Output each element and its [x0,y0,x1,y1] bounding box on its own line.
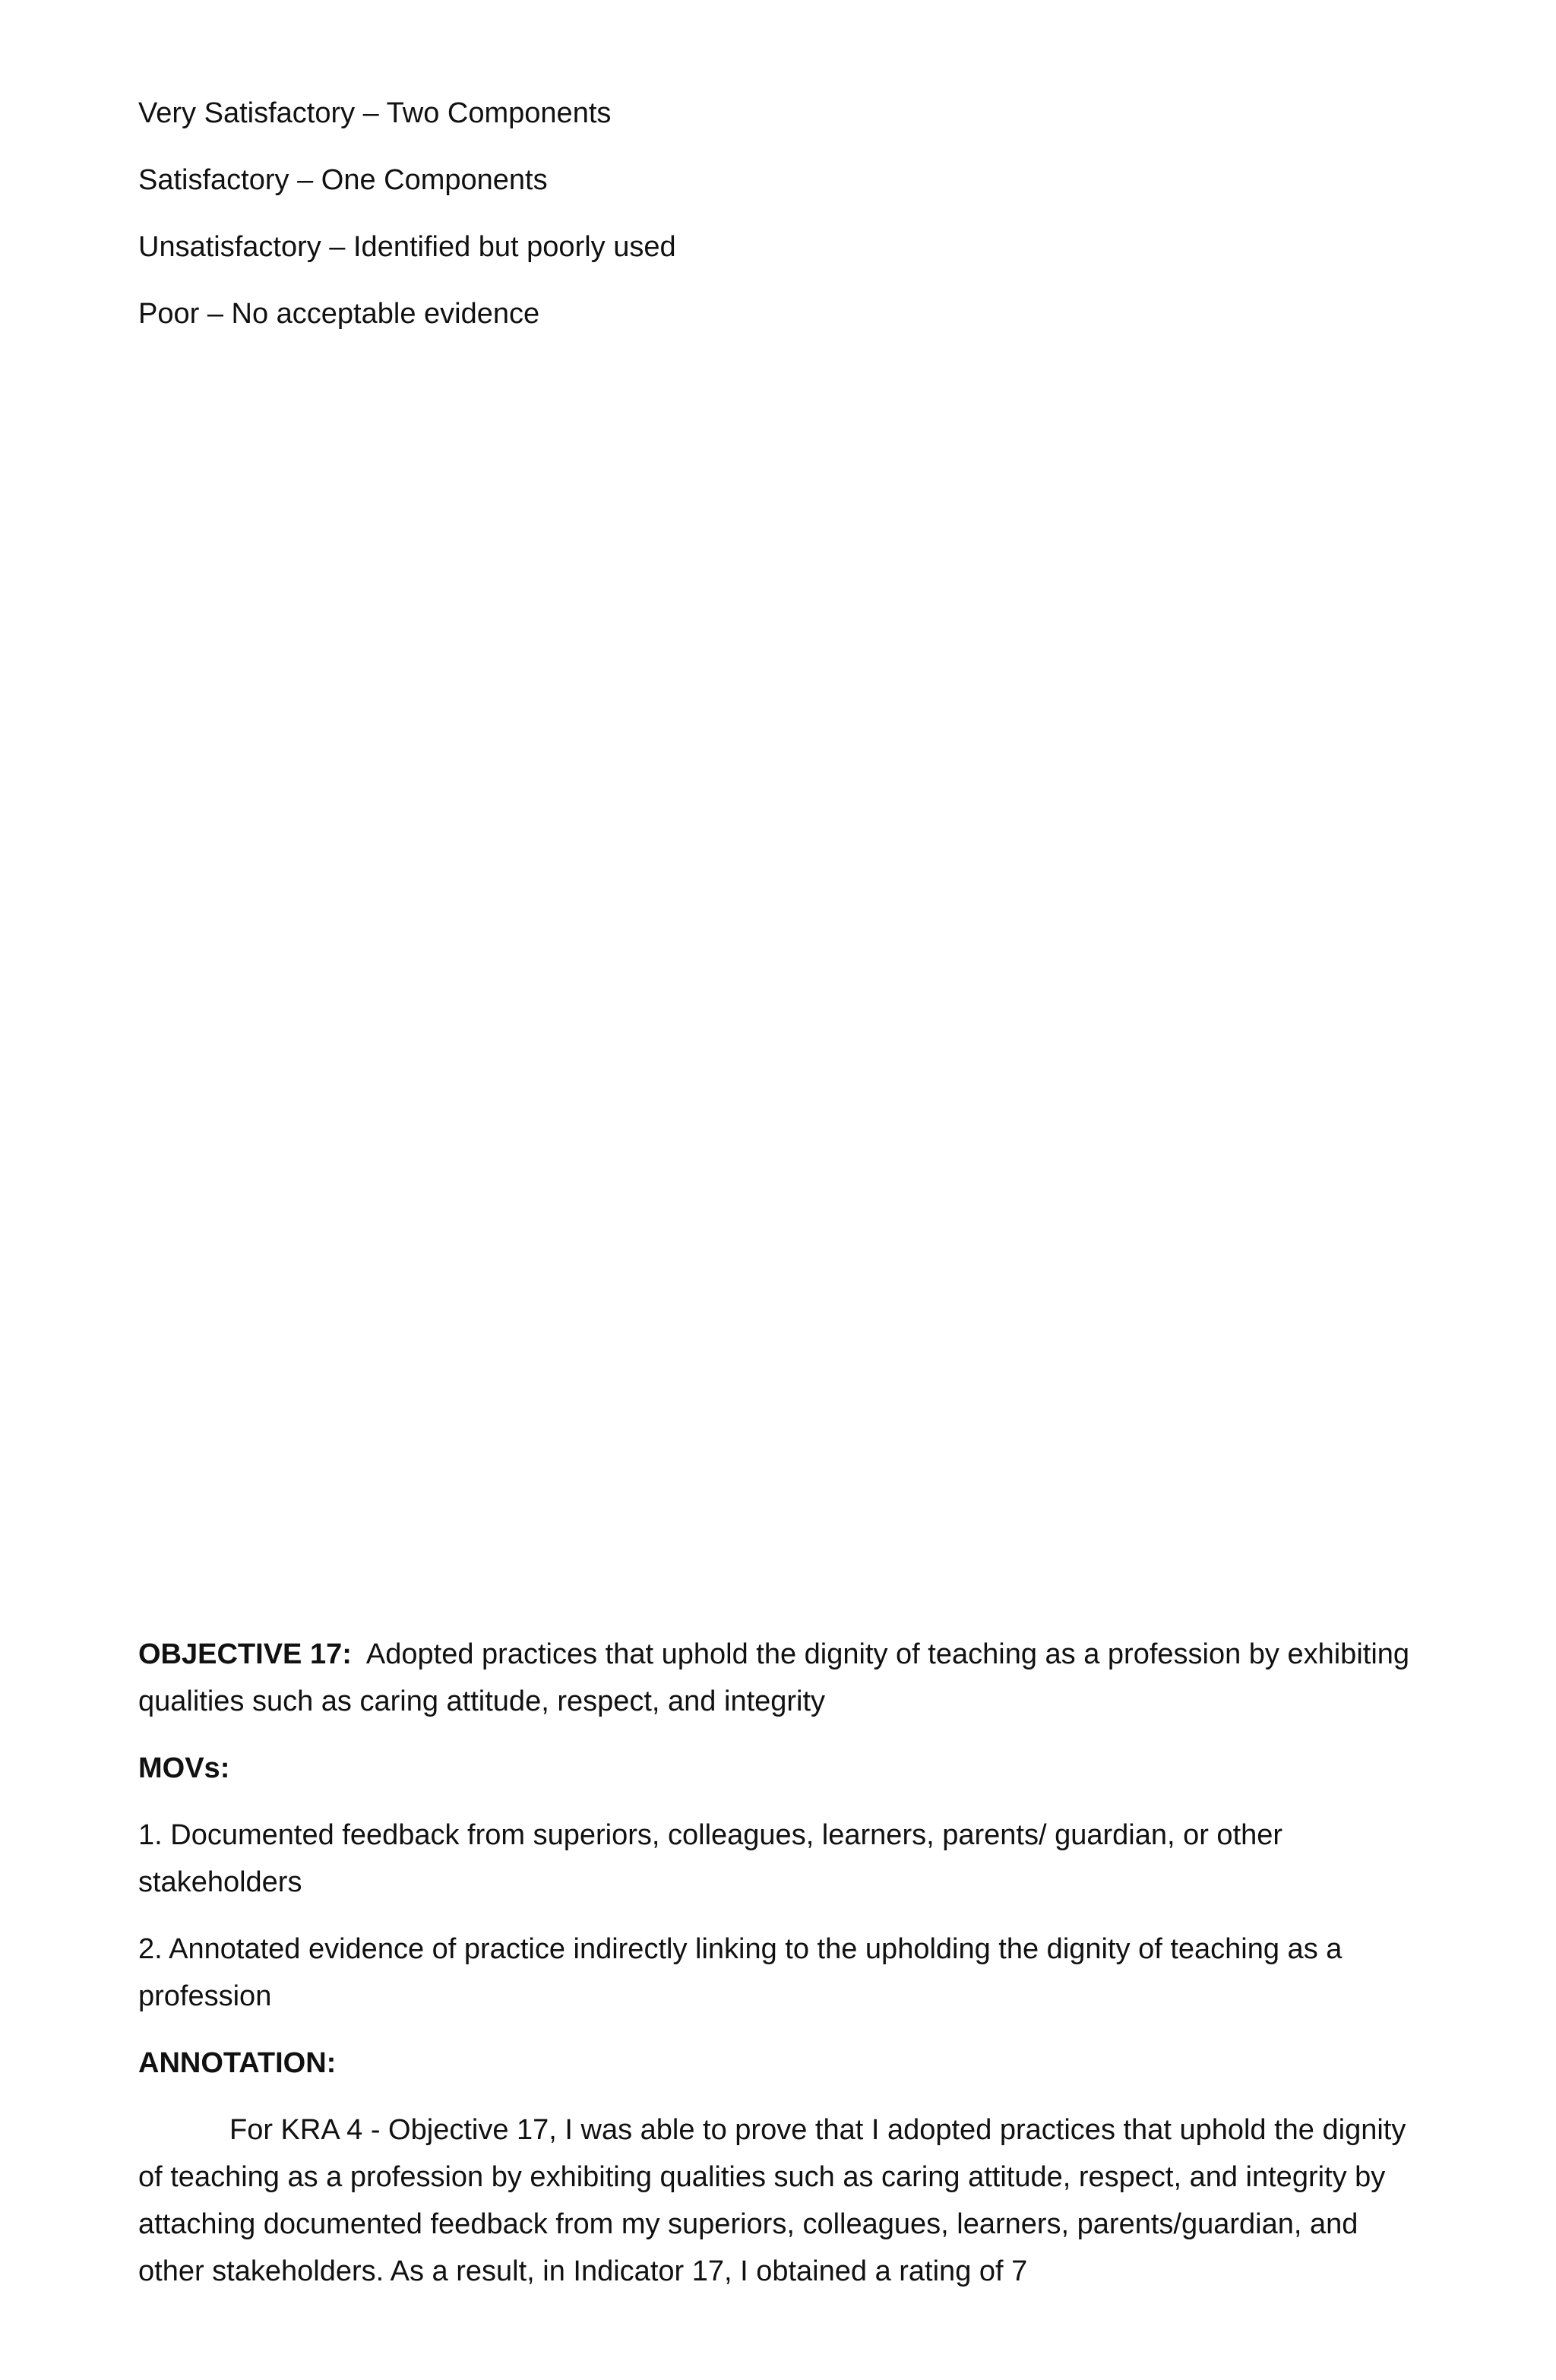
annotation-heading: ANNOTATION: [138,2047,337,2079]
rating-scale-list [138,90,1422,357]
objective-section [138,1631,1422,2315]
rating-satisfactory: Satisfactory – One Components [138,164,548,196]
mov-item-2: 2. Annotated evidence of practice indirectly linking to the upholding the dignity of teaching as a profession [138,1933,1343,2012]
objective-text: Adopted practices that uphold the dignity of teaching as a profession by exhibiting qualities such as caring attitude, respect, and integrity [138,1638,1410,1717]
rating-poor: Poor – No acceptable evidence [138,298,540,330]
objective-label: OBJECTIVE 17: [138,1638,352,1670]
objective-paragraph [138,1631,1422,1725]
rating-very-satisfactory: Very Satisfactory – Two Components [138,97,612,129]
movs-heading: MOVs: [138,1752,230,1784]
annotation-body: For KRA 4 - Objective 17, I was able to prove that I adopted practices that uphold the dignity of teaching as a profession by exhibiting qualities such as caring attitude, respect, and integrity by attaching documented feedback from my superiors, colleagues, learners, parents/guardian, and other stakeholders. As a result, in Indicator 17, I obtained a rating of 7 [138,2114,1406,2287]
rating-unsatisfactory: Unsatisfactory – Identified but poorly used [138,231,676,263]
mov-item-1: 1. Documented feedback from superiors, colleagues, learners, parents/ guardian, or other stakeholders [138,1819,1283,1898]
